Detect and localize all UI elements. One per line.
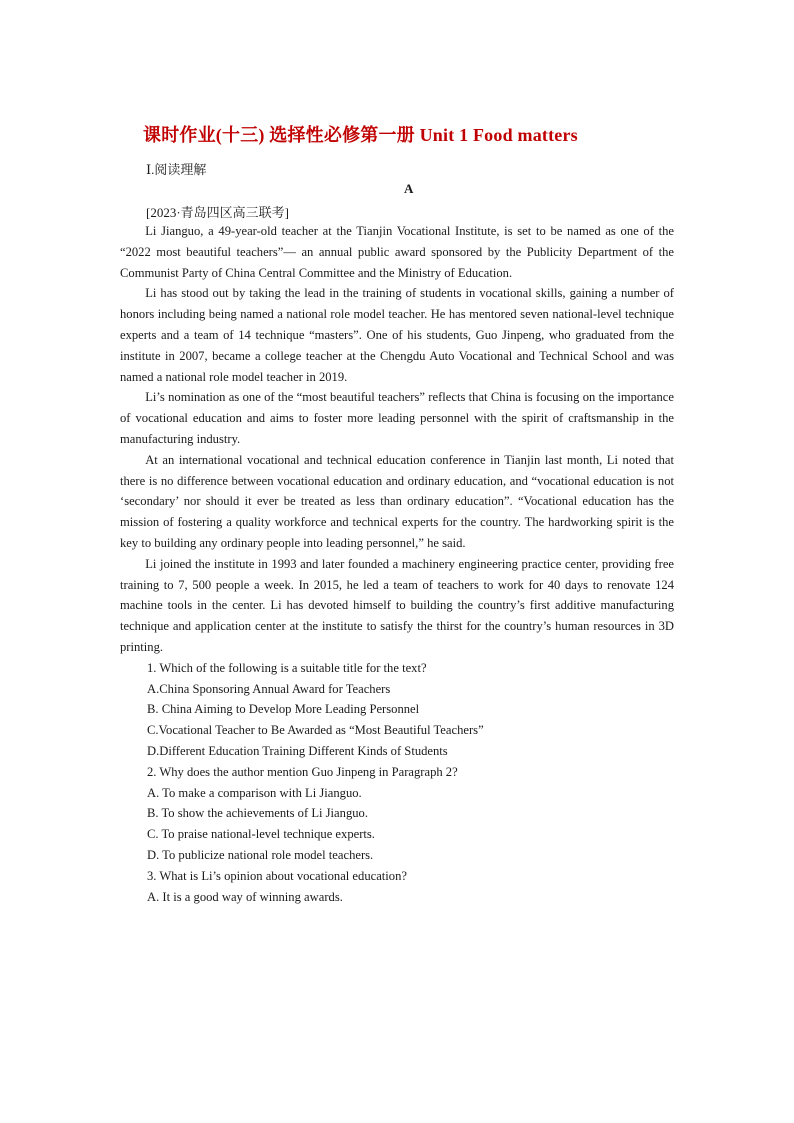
part-label: A (404, 181, 414, 196)
option-2a: A. To make a comparison with Li Jianguo. (147, 785, 362, 800)
question-2: 2. Why does the author mention Guo Jinpeng in Paragraph 2? (147, 764, 458, 779)
option-1c: C.Vocational Teacher to Be Awarded as “Most Beautiful Teachers” (147, 723, 484, 738)
paragraph-2: Li has stood out by taking the lead in the training of students in vocational skills, gaining a number of honors including being named a national role model teacher. He has mentored seven national-level technique experts and a team of 14 technique “masters”. One of his students, Guo Jinpeng, who graduated from the institute in 2007, became a college teacher at the Chengdu Auto Vocational and Technical School and was named a national role model teacher in 2019. (120, 286, 674, 384)
option-2b: B. To show the achievements of Li Jianguo. (147, 806, 368, 821)
section-label: Ⅰ.阅读理解 (146, 162, 207, 177)
question-3: 3. What is Li’s opinion about vocational education? (147, 868, 407, 883)
source-label: [2023·青岛四区高三联考] (146, 205, 289, 220)
passage-body (120, 221, 674, 907)
paragraph-1: Li Jianguo, a 49-year-old teacher at the Tianjin Vocational Institute, is set to be named as one of the “2022 most beautiful teachers”— an annual public award sponsored by the Publicity Department of the Communist Party of China Central Committee and the Ministry of Education. (120, 224, 674, 280)
paragraph-4: At an international vocational and technical education conference in Tianjin last month, Li noted that there is no difference between vocational education and ordinary education, and “vocational education is not ‘secondary’ nor should it ever be treated as less than ordinary education”. “Vocational education has the mission of fostering a quality workforce and technical experts for the country. The hardworking spirit is the key to building any ordinary people into leading personnel,” he said. (120, 452, 674, 550)
option-1d: D.Different Education Training Different Kinds of Students (147, 743, 448, 758)
question-1: 1. Which of the following is a suitable title for the text? (147, 660, 427, 675)
question-list (120, 658, 674, 908)
option-3a: A. It is a good way of winning awards. (147, 889, 343, 904)
option-1a: A.China Sponsoring Annual Award for Teachers (147, 681, 391, 696)
option-1b: B. China Aiming to Develop More Leading Personnel (147, 702, 420, 717)
paragraph-3: Li’s nomination as one of the “most beautiful teachers” reflects that China is focusing on the importance of vocational education and aims to foster more leading personnel with the spirit of craftsmanship in the manufacturing industry. (120, 390, 674, 446)
option-2d: D. To publicize national role model teachers. (147, 847, 374, 862)
option-2c: C. To praise national-level technique experts. (147, 827, 375, 842)
page-title: 课时作业(十三) 选择性必修第一册 Unit 1 Food matters (143, 125, 578, 145)
paragraph-5: Li joined the institute in 1993 and later founded a machinery engineering practice center, providing free training to 7, 500 people a week. In 2015, he led a team of teachers to work for 40 days to renovate 124 machine tools in the center. Li has devoted himself to building the country’s first additive manufacturing technique and application center at the institute to satisfy the thirst for the country’s human resources in 3D printing. (120, 556, 674, 654)
